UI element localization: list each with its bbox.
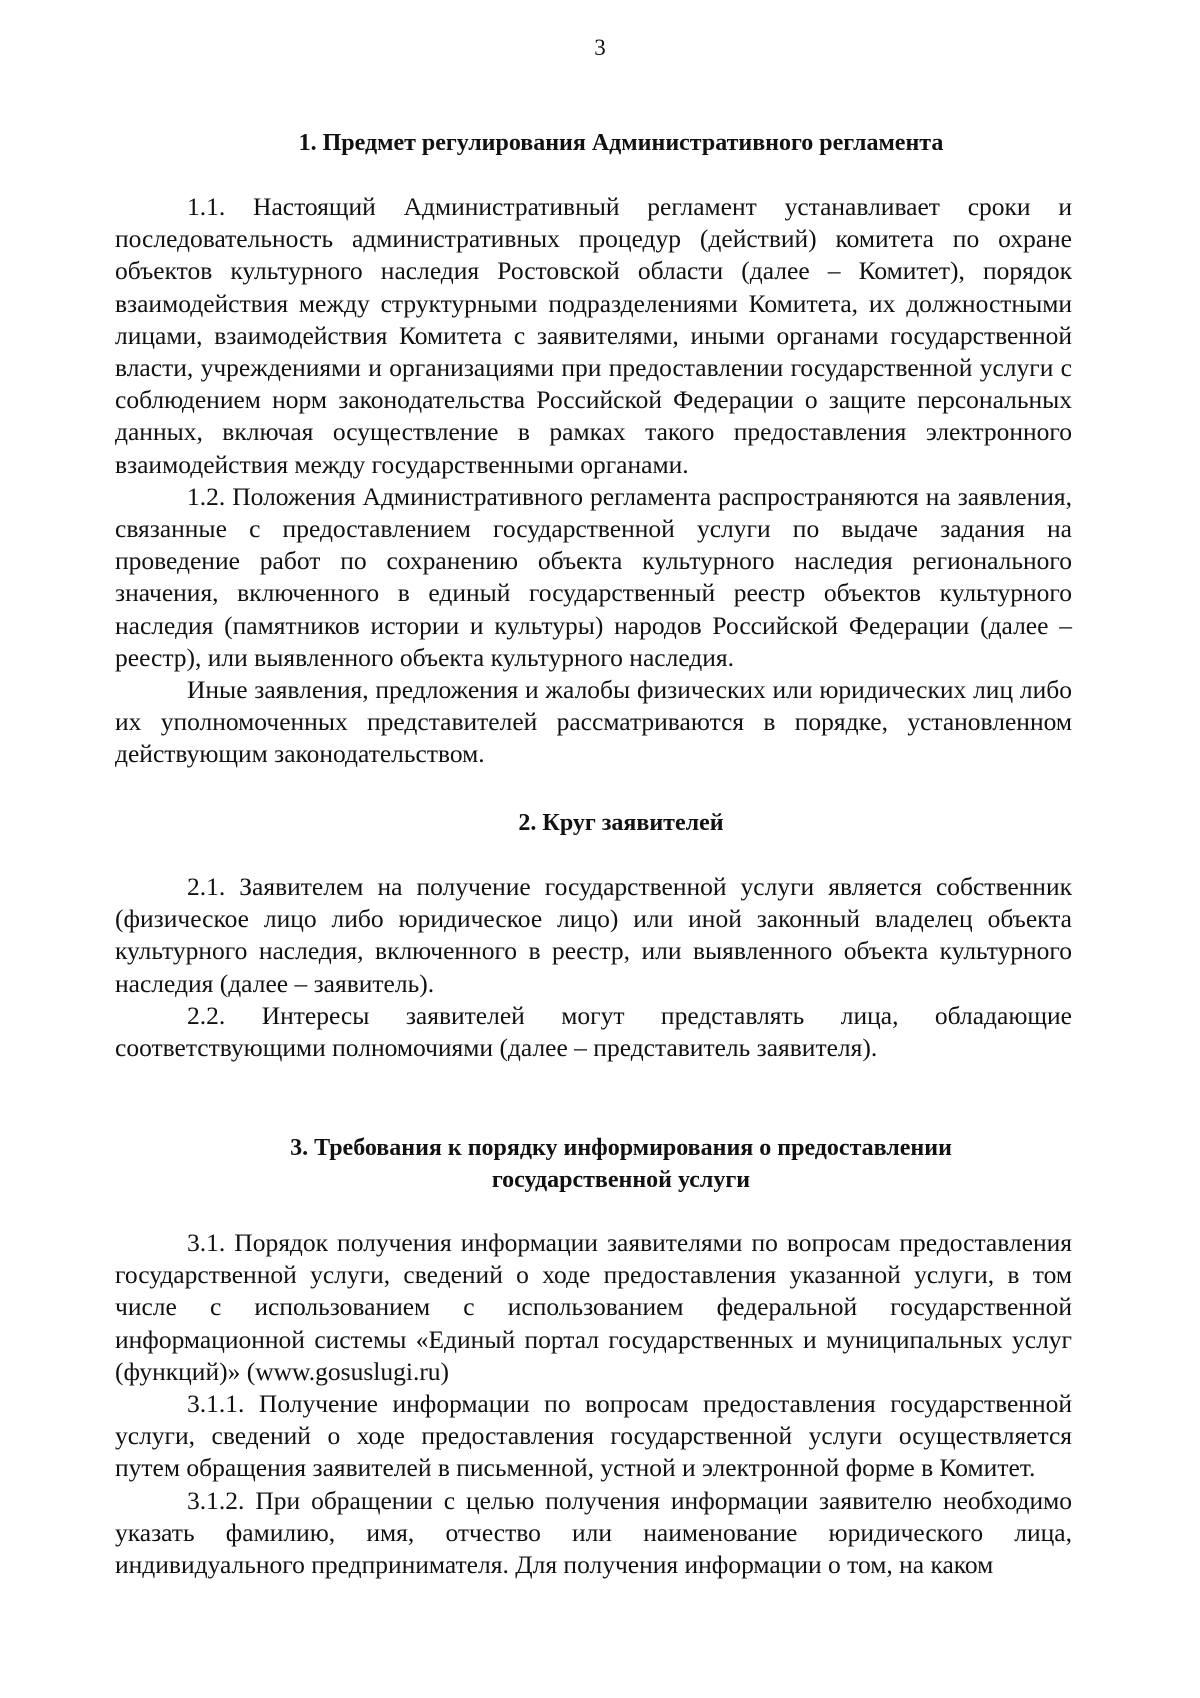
paragraph-1-1: 1.1. Настоящий Административный регламент устанавливает сроки и последовательность административных процедур (действий) комитета по охране объектов культурного наследия Ростовской области (далее – Комитет), порядок взаимодействия между структурными подразделениями Комитета, их должностными лицами, взаимодействия Комитета с заявителями, иными органами государственной власти, учреждениями и организациями при предоставлении государственной услуги с соблюдением норм законодательства Российской Федерации о защите персональных данных, включая осуществление в рамках такого предоставления электронного взаимодействия между государственными органами. (115, 192, 1072, 479)
section-3-heading-line-1: 3. Требования к порядку информирования о предоставлении (290, 1135, 952, 1161)
paragraph-2-1: 2.1. Заявителем на получение государственной услуги является собственник (физическое лицо либо юридическое лицо) или иной законный владелец объекта культурного наследия, включенного в реестр, или выявленного объекта культурного наследия (далее – заявитель). (115, 872, 1072, 998)
section-2-heading: 2. Круг заявителей (518, 810, 724, 836)
section-1-heading: 1. Предмет регулирования Административного регламента (298, 130, 944, 156)
paragraph-1-2: 1.2. Положения Административного регламента распространяются на заявления, связанные с предоставлением государственной услуги по выдаче задания на проведение работ по сохранению объекта культурного наследия регионального значения, включенного в единый государственный реестр объектов культурного наследия (памятников истории и культуры) народов Российской Федерации (далее – реестр), или выявленного объекта культурного наследия. (115, 481, 1072, 672)
section-3-heading-line-2: государственной услуги (491, 1167, 751, 1193)
paragraph-3-1-2: 3.1.2. При обращении с целью получения информации заявителю необходимо указать фамилию, имя, отчество или наименование юридического лица, индивидуального предпринимателя. Для получения информации о том, на каком (115, 1485, 1072, 1580)
section-1-body (115, 191, 1072, 771)
paragraph-2-2: 2.2. Интересы заявителей могут представлять лица, обладающие соответствующими полномочиями (далее – представитель заявителя). (115, 1000, 1072, 1063)
section-3-body (115, 1227, 1072, 1581)
page-number: 3 (594, 35, 606, 60)
paragraph-1-3: Иные заявления, предложения и жалобы физических или юридических лиц либо их уполномоченных представителей рассматриваются в порядке, установленном действующим законодательством. (115, 675, 1072, 769)
section-2-body (115, 871, 1072, 1064)
paragraph-3-1: 3.1. Порядок получения информации заявителями по вопросам предоставления государственной услуги, сведений о ходе предоставления указанной услуги, в том числе с использованием с использованием федеральной государственной информационной системы «Единый портал государственных и муниципальных услуг (функций)» (www.gosuslugi.ru) (115, 1228, 1072, 1386)
section-3-heading (115, 1132, 1072, 1196)
paragraph-3-1-1: 3.1.1. Получение информации по вопросам предоставления государственной услуги, сведений о ходе предоставления государственной услуги осуществляется путем обращения заявителей в письменной, устной и электронной форме в Комитет. (115, 1389, 1072, 1483)
